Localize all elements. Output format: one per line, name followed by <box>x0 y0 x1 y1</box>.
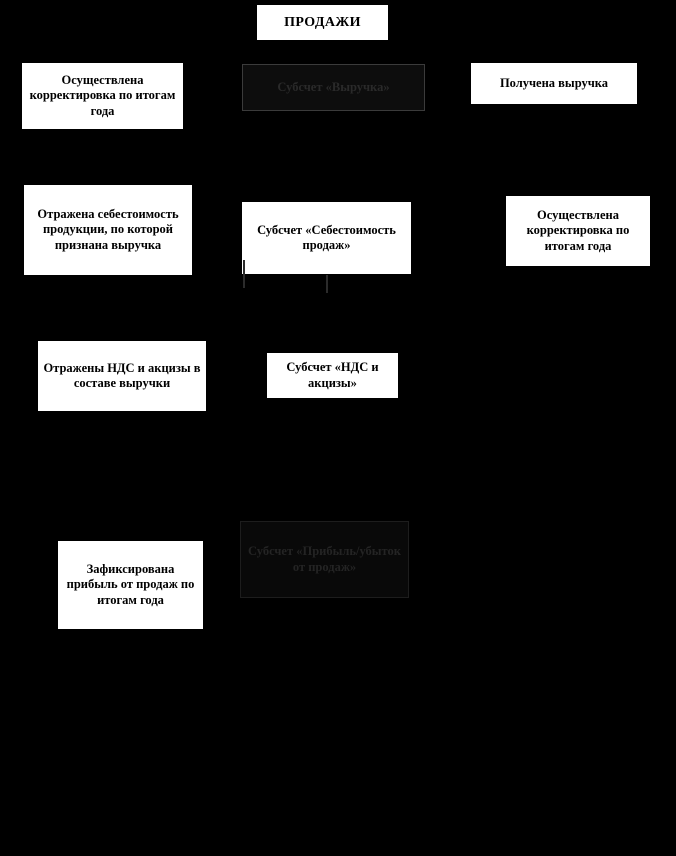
node-subaccount-vat: Субсчет «НДС и акцизы» <box>266 352 399 399</box>
node-subaccount-revenue: Субсчет «Выручка» <box>242 64 425 111</box>
node-title-prodazhi: ПРОДАЖИ <box>256 4 389 41</box>
node-revenue-received: Получена выручка <box>470 62 638 105</box>
node-subaccount-cost: Субсчет «Себестоимость продаж» <box>241 201 412 275</box>
node-vat-excise: Отражены НДС и акцизы в составе выручки <box>37 340 207 412</box>
node-subaccount-profit: Субсчет «Прибыль/убыток от продаж» <box>240 521 409 598</box>
connector-cost-down-center <box>326 275 328 293</box>
node-profit-fixed: Зафиксирована прибыль от продаж по итогам года <box>57 540 204 630</box>
node-adjust-year-left: Осуществлена корректировка по итогам года <box>21 62 184 130</box>
node-cost-reflected: Отражена себестоимость продукции, по которой признана выручка <box>23 184 193 276</box>
connector-cost-down-left <box>243 260 245 288</box>
node-adjust-year-right: Осуществлена корректировка по итогам года <box>505 195 651 267</box>
